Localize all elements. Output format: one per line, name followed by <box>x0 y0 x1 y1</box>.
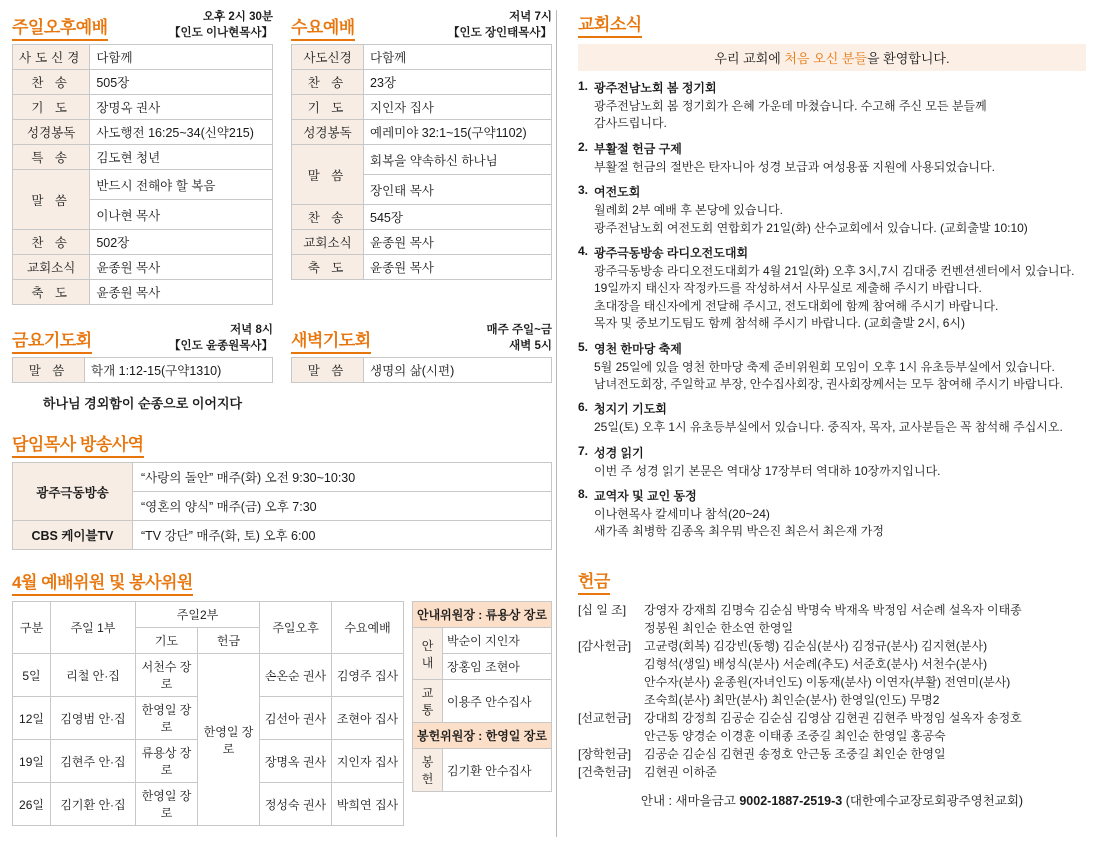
table-row <box>13 463 552 492</box>
row-value: 사도행전 16:25~34(신약215) <box>90 120 273 145</box>
offering-member: 김기환 안수집사 <box>443 749 552 792</box>
row-label: 특 송 <box>13 145 90 170</box>
item-number: 7. <box>578 443 589 458</box>
offering-names: 조숙희(분사) 최만(분사) 최인순(분사) 한영일(인도) 무명2 <box>644 692 940 707</box>
table-row <box>13 521 552 550</box>
offering-names: 고균령(회복) 김강빈(동행) 김순심(분사) 김정규(분사) 김지현(분사) <box>644 638 988 653</box>
cell-sunday2-prayer: 한영일 장로 <box>136 783 198 826</box>
col-subheader-offering: 헌금 <box>198 628 260 654</box>
row-label: 말 씀 <box>292 358 364 383</box>
traffic-member: 이용주 안수집사 <box>443 680 552 723</box>
table-row <box>413 723 552 749</box>
row-label: 말 씀 <box>13 170 90 230</box>
row-label: 성경봉독 <box>292 120 364 145</box>
wednesday-leader: 【인도 장인태목사】 <box>448 26 552 39</box>
sunday-pm-header <box>12 10 273 41</box>
table-row <box>413 602 552 628</box>
table-row <box>292 45 552 70</box>
friday-leader: 【인도 윤종원목사】 <box>169 339 273 352</box>
item-body <box>594 487 1086 541</box>
table-row <box>13 120 273 145</box>
offering-names: 김공순 김순심 김현권 송정호 안근동 조중길 최인순 한영일 <box>644 746 946 761</box>
friday-prayer <box>12 323 273 416</box>
sunday-pm-leader: 【인도 이나현목사】 <box>169 26 273 39</box>
item-line: 25일(토) 오후 1시 유초등부실에서 있습니다. 중직자, 목자, 교사분들은 꼭 참석해 주십시오. <box>594 420 1063 435</box>
item-number: 5. <box>578 339 589 354</box>
sunday-pm-service <box>12 10 273 305</box>
guide-member-1: 박순이 지인자 <box>443 628 552 654</box>
table-row <box>292 255 552 280</box>
broadcast-program: “TV 강단” 매주(화, 토) 오후 6:00 <box>133 521 552 550</box>
table-row <box>292 145 552 175</box>
row-label: 사도신경 <box>292 45 364 70</box>
sunday-pm-title: 주일오후예배 <box>12 13 108 41</box>
offering-tag: [감사헌금] <box>578 638 632 653</box>
offering-section <box>578 567 1086 809</box>
item-number: 8. <box>578 487 589 502</box>
row-label: 찬 송 <box>292 70 364 95</box>
item-line: 초대장을 태신자에게 전달해 주시고, 전도대회에 함께 참여해 주시기 바랍니다. <box>594 298 999 313</box>
item-body <box>594 183 1086 237</box>
row-value: 학개 1:12-15(구약1310) <box>85 358 273 383</box>
cell-sunday-pm: 정성숙 권사 <box>260 783 332 826</box>
offering-names: 안수자(분사) 윤종원(자녀인도) 이동재(분사) 이연자(부활) 전연미(분사) <box>644 674 1011 689</box>
col-header-sunday1: 주일 1부 <box>51 602 136 654</box>
row-label: 축 도 <box>292 255 364 280</box>
offering-names: 강대희 강정희 김공순 김순심 김영삼 김현권 김현주 박정임 설옥자 송정호 <box>644 710 1022 725</box>
item-heading: 성경 읽기 <box>594 445 644 460</box>
row-label: 기 도 <box>292 95 364 120</box>
row-label: 찬 송 <box>13 70 90 95</box>
list-item <box>578 244 1086 333</box>
item-heading: 청지기 기도회 <box>594 402 667 417</box>
list-item <box>578 340 1086 394</box>
worship-blocks <box>12 10 552 305</box>
row-value: 윤종원 목사 <box>90 280 273 305</box>
row-value: 다함께 <box>364 45 552 70</box>
table-row <box>13 170 273 200</box>
list-item <box>578 140 1086 176</box>
item-heading: 광주전남노회 봄 정기회 <box>594 81 717 95</box>
broadcast-title: 담임목사 방송사역 <box>12 430 144 458</box>
sunday-pm-table <box>12 44 273 305</box>
offering-entries <box>578 601 1086 781</box>
item-number: 3. <box>578 183 589 198</box>
item-body <box>594 340 1086 394</box>
row-value: 505장 <box>90 70 273 95</box>
cell-wednesday: 조현아 집사 <box>332 697 404 740</box>
friday-title: 금요기도회 <box>12 326 92 354</box>
broadcast-section <box>12 430 552 550</box>
table-row <box>292 95 552 120</box>
item-line: 광주극동방송 라디오전도대회가 4월 21일(화) 오후 3시,7시 김대중 컨벤션센터에서 있습니다. <box>594 263 1075 278</box>
committee-section <box>12 568 552 826</box>
offering-entry <box>578 745 1086 763</box>
service-committee-side-table <box>412 601 552 792</box>
broadcast-station: CBS 케이블TV <box>13 521 133 550</box>
cell-sunday2-offering: 한영일 장로 <box>198 654 260 826</box>
list-item <box>578 183 1086 237</box>
sunday-pm-time: 오후 2시 30분 <box>202 11 273 23</box>
table-row <box>13 280 273 305</box>
row-label: 찬 송 <box>13 230 90 255</box>
bank-note-post: (대한예수교장로회광주영천교회) <box>842 793 1024 808</box>
list-item <box>578 487 1086 541</box>
welcome-pre: 우리 교회에 <box>714 51 785 66</box>
row-value: 윤종원 목사 <box>364 255 552 280</box>
broadcast-station: 광주극동방송 <box>13 463 133 521</box>
cell-wednesday: 박희연 집사 <box>332 783 404 826</box>
item-line: 목자 및 중보기도팀도 함께 참석해 주시기 바랍니다. (교회출발 2시, 6시) <box>594 316 966 331</box>
news-title: 교회소식 <box>578 10 642 38</box>
table-header-row <box>13 602 404 628</box>
item-line: 광주전남노회 여전도회 연합회가 21일(화) 산수교회에서 있습니다. (교회출발 10:10) <box>594 220 1028 235</box>
table-row <box>292 120 552 145</box>
friday-time: 저녁 8시 <box>230 324 273 337</box>
item-heading: 부활절 헌금 구제 <box>594 141 682 156</box>
table-row <box>13 145 273 170</box>
row-label: 축 도 <box>13 280 90 305</box>
vertical-divider <box>556 10 557 837</box>
item-body <box>594 444 1086 480</box>
table-row <box>292 205 552 230</box>
item-line: 19일까지 태신자 작정카드를 작성하셔서 사무실로 제출해 주시기 바랍니다. <box>594 281 982 296</box>
table-row <box>413 749 552 792</box>
item-body <box>594 400 1086 436</box>
row-value: 반드시 전해야 할 복음 <box>90 170 273 200</box>
item-heading: 영천 한마당 축제 <box>594 341 682 356</box>
row-value: 예레미야 32:1~15(구약1102) <box>364 120 552 145</box>
wednesday-title: 수요예배 <box>291 13 355 41</box>
row-value: 545장 <box>364 205 552 230</box>
item-body <box>594 79 1086 133</box>
news-list <box>578 79 1086 541</box>
item-heading: 교역자 및 교인 동정 <box>594 489 697 504</box>
item-line: 새가족 최병학 김종옥 최우뭐 박은진 최은서 최은재 가정 <box>594 524 884 539</box>
prayer-blocks <box>12 323 552 416</box>
row-day: 12일 <box>13 697 51 740</box>
item-line: 이나현목사 칼세미나 참석(20~24) <box>594 507 770 522</box>
cell-sunday1: 김기환 안·집 <box>51 783 136 826</box>
cell-sunday1: 김영범 안·집 <box>51 697 136 740</box>
row-value: 김도현 청년 <box>90 145 273 170</box>
cell-wednesday: 김영주 집사 <box>332 654 404 697</box>
welcome-banner <box>578 44 1086 71</box>
friday-table <box>12 357 273 383</box>
broadcast-program: “사랑의 돌안” 매주(화) 오전 9:30~10:30 <box>133 463 552 492</box>
wednesday-time: 저녁 7시 <box>509 11 552 23</box>
bank-note-pre: 안내 : 새마을금고 <box>640 793 740 808</box>
wednesday-service <box>291 10 552 305</box>
table-row <box>13 358 273 383</box>
cell-wednesday: 지인자 집사 <box>332 740 404 783</box>
wednesday-time-block <box>448 10 552 41</box>
broadcast-program: “영혼의 양식” 매주(금) 오후 7:30 <box>133 492 552 521</box>
bank-account-note <box>578 791 1086 809</box>
col-header-division: 구분 <box>13 602 51 654</box>
dawn-title: 새벽기도회 <box>291 326 371 354</box>
cell-sunday1: 김현주 안·집 <box>51 740 136 783</box>
row-label: 성경봉독 <box>13 120 90 145</box>
table-row <box>13 654 404 697</box>
item-line: 부활절 헌금의 절반은 탄자니아 성경 보급과 여성용품 지원에 사용되었습니다. <box>594 159 995 174</box>
row-value: 다함께 <box>90 45 273 70</box>
item-number: 2. <box>578 139 589 154</box>
row-value: 윤종원 목사 <box>364 230 552 255</box>
item-line: 광주전남노회 봄 정기회가 은혜 가운데 마쳤습니다. 수고해 주신 모든 분들께 <box>594 99 987 113</box>
offering-names: 김형석(생일) 배성식(분사) 서순례(추도) 서준호(분사) 서천수(분사) <box>644 656 988 671</box>
offering-label: 봉헌 <box>413 749 443 792</box>
item-heading: 광주극동방송 라디오전도대회 <box>594 245 749 260</box>
dawn-time-block <box>487 323 552 354</box>
offering-entry <box>578 637 1086 655</box>
col-header-sunday-pm: 주일오후 <box>260 602 332 654</box>
friday-sermon-note: 하나님 경외함이 순종으로 이어지다 <box>42 396 243 412</box>
table-row <box>292 230 552 255</box>
item-line: 월례회 2부 예배 후 본당에 있습니다. <box>594 203 783 218</box>
friday-header <box>12 323 273 354</box>
cell-sunday-pm: 손온순 권사 <box>260 654 332 697</box>
row-value: 지인자 집사 <box>364 95 552 120</box>
row-value: 장명옥 권사 <box>90 95 273 120</box>
item-body <box>594 244 1086 333</box>
offering-chair-header: 봉헌위원장 : 한영일 장로 <box>413 723 552 749</box>
row-label: 찬 송 <box>292 205 364 230</box>
committee-title: 4월 예배위원 및 봉사위원 <box>12 568 193 596</box>
offering-entry <box>578 709 1086 727</box>
offering-title: 헌금 <box>578 567 610 595</box>
welcome-highlight: 처음 오신 분들 <box>784 51 867 66</box>
col-subheader-prayer: 기도 <box>136 628 198 654</box>
table-row <box>13 255 273 280</box>
item-number: 4. <box>578 243 589 258</box>
item-number: 1. <box>578 79 589 93</box>
row-value: 23장 <box>364 70 552 95</box>
list-item <box>578 79 1086 133</box>
row-day: 5일 <box>13 654 51 697</box>
item-heading: 여전도회 <box>594 185 641 200</box>
cell-sunday-pm: 장명옥 권사 <box>260 740 332 783</box>
table-row <box>13 230 273 255</box>
offering-tag: [십 일 조] <box>578 602 627 617</box>
row-value: 생명의 삶(시편) <box>364 358 552 383</box>
row-value: 윤종원 목사 <box>90 255 273 280</box>
dawn-prayer <box>291 323 552 416</box>
wednesday-table <box>291 44 552 280</box>
dawn-time: 매주 주일~금 <box>486 324 552 337</box>
offering-entry <box>578 763 1086 781</box>
cell-sunday2-prayer: 서천수 장로 <box>136 654 198 697</box>
list-item <box>578 444 1086 480</box>
table-row <box>292 358 552 383</box>
row-label: 기 도 <box>13 95 90 120</box>
cell-sunday-pm: 김선아 권사 <box>260 697 332 740</box>
item-line: 5월 25일에 있을 영천 한마당 축제 준비위원회 모임이 오후 1시 유초등부실에서 있습니다. <box>594 359 1055 374</box>
row-day: 19일 <box>13 740 51 783</box>
offering-tag: [건축헌금] <box>578 764 632 779</box>
offering-tag: [장학헌금] <box>578 746 632 761</box>
offering-names: 안근동 양경순 이경훈 이태종 조중길 최인순 한영일 홍공숙 <box>644 728 946 743</box>
guide-member-2: 장홍임 조현아 <box>443 654 552 680</box>
left-column <box>12 10 552 826</box>
offering-names: 정봉원 최인순 한소연 한영일 <box>644 620 794 635</box>
table-row <box>413 680 552 723</box>
friday-time-block <box>169 323 273 354</box>
traffic-label: 교통 <box>413 680 443 723</box>
bank-account-number: 9002-1887-2519-3 <box>739 793 843 808</box>
table-row <box>13 95 273 120</box>
sunday-pm-time-block <box>169 10 273 41</box>
item-line: 감사드립니다. <box>594 116 667 131</box>
offering-names: 강영자 강재희 김명숙 김순심 박명숙 박재옥 박정임 서순례 설옥자 이태종 <box>644 602 1022 617</box>
row-value-secondary: 장인태 목사 <box>364 175 552 205</box>
item-number: 6. <box>578 400 589 415</box>
row-label: 교회소식 <box>13 255 90 280</box>
broadcast-table <box>12 462 552 550</box>
col-header-sunday2: 주일2부 <box>136 602 260 628</box>
item-line: 이번 주 성경 읽기 본문은 역대상 17장부터 역대하 10장까지입니다. <box>594 463 941 478</box>
right-column <box>578 10 1086 809</box>
committee-table <box>12 601 404 826</box>
table-row <box>13 70 273 95</box>
offering-tag: [선교헌금] <box>578 710 632 725</box>
dawn-time-2: 새벽 5시 <box>509 339 552 352</box>
cell-sunday2-prayer: 류용상 장로 <box>136 740 198 783</box>
col-header-wednesday: 수요예배 <box>332 602 404 654</box>
row-day: 26일 <box>13 783 51 826</box>
table-row <box>13 45 273 70</box>
offering-entry <box>578 601 1086 619</box>
list-item <box>578 400 1086 436</box>
dawn-header <box>291 323 552 354</box>
row-label: 사도신경 <box>13 45 90 70</box>
welcome-post: 을 환영합니다. <box>867 51 950 66</box>
committee-body <box>12 601 552 826</box>
offering-names: 김현권 이하준 <box>644 764 717 779</box>
item-line: 남녀전도회장, 주일학교 부장, 안수집사회장, 권사회장께서는 모두 참여해 주시기 바랍니다. <box>594 376 1063 391</box>
row-value-secondary: 이나현 목사 <box>90 200 273 230</box>
wednesday-header <box>291 10 552 41</box>
cell-sunday1: 리철 안·집 <box>51 654 136 697</box>
cell-sunday2-prayer: 한영일 장로 <box>136 697 198 740</box>
table-row <box>413 628 552 654</box>
row-value: 회복을 약속하신 하나님 <box>364 145 552 175</box>
item-body <box>594 140 1086 176</box>
guide-chair-header: 안내위원장 : 류용상 장로 <box>413 602 552 628</box>
dawn-table <box>291 357 552 383</box>
guide-label: 안내 <box>413 628 443 680</box>
row-label: 교회소식 <box>292 230 364 255</box>
row-value: 502장 <box>90 230 273 255</box>
row-label: 말 씀 <box>292 145 364 205</box>
table-row <box>292 70 552 95</box>
row-label: 말 씀 <box>13 358 85 383</box>
